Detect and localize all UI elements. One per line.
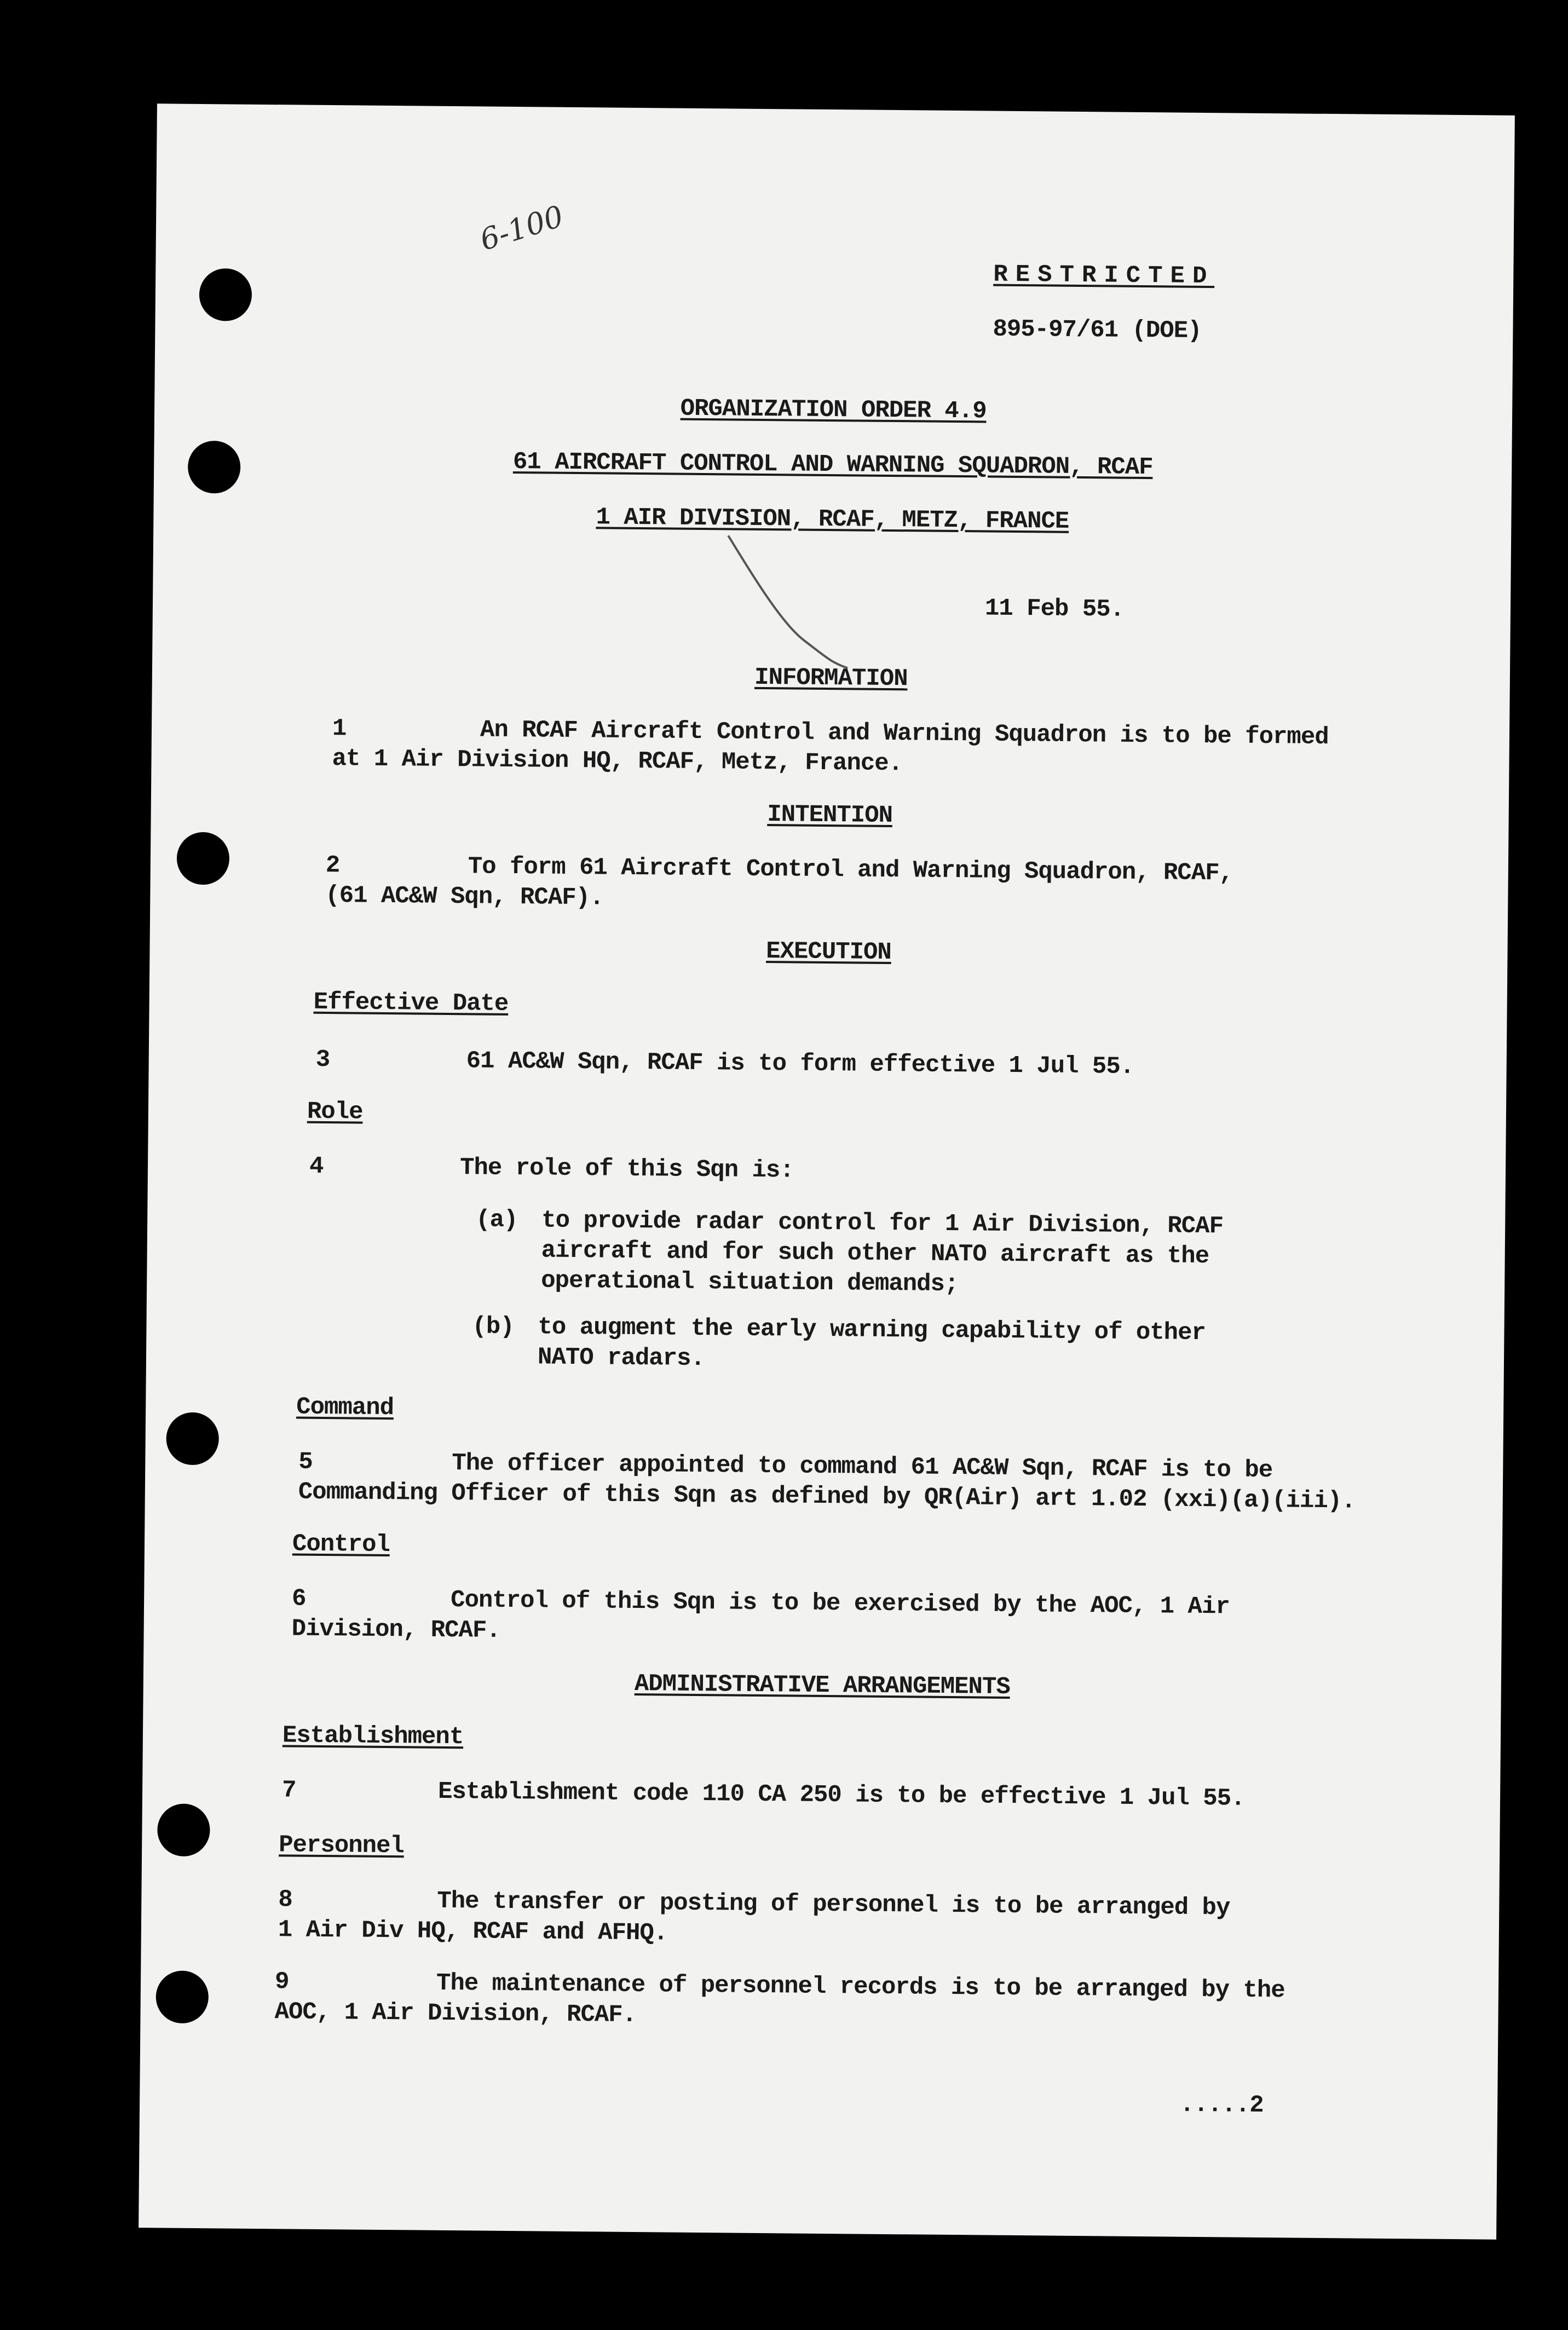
- para-number: 8: [278, 1886, 292, 1914]
- para-text: The maintenance of personnel records is to be arranged by the: [436, 1969, 1285, 2005]
- para-text: Control of this Sqn is to be exercised by the AOC, 1 Air: [450, 1587, 1230, 1621]
- document-page: [139, 103, 1515, 2239]
- continuation-marker: .....2: [1179, 2091, 1264, 2120]
- para-number: 1: [332, 715, 347, 743]
- pen-stroke: [722, 530, 854, 673]
- para-number: 9: [274, 1968, 289, 1996]
- section-heading-administrative: ADMINISTRATIVE ARRANGEMENTS: [634, 1670, 1010, 1701]
- file-reference: 895-97/61 (DOE): [993, 315, 1202, 345]
- sub-item-text: to provide radar control for 1 Air Division, RCAF: [541, 1207, 1224, 1241]
- subheading-role: Role: [307, 1098, 363, 1126]
- sub-item-label: (b): [472, 1313, 514, 1341]
- punch-hole: [166, 1412, 219, 1465]
- para-text: Division, RCAF.: [291, 1615, 500, 1645]
- subheading-command: Command: [296, 1393, 394, 1422]
- para-text: (61 AC&W Sqn, RCAF).: [325, 881, 604, 912]
- para-text: An RCAF Aircraft Control and Warning Squadron is to be formed: [480, 716, 1329, 751]
- sub-item-text: aircraft and for such other NATO aircraft as the: [541, 1237, 1209, 1271]
- punch-hole: [199, 268, 252, 321]
- section-heading-intention: INTENTION: [767, 801, 893, 830]
- para-number: 7: [281, 1777, 296, 1804]
- classification-mark: RESTRICTED: [993, 261, 1215, 291]
- para-number: 6: [291, 1585, 306, 1613]
- handwritten-note: 6-100: [476, 199, 568, 258]
- punch-hole: [157, 1803, 210, 1856]
- sub-item-text: NATO radars.: [537, 1343, 705, 1373]
- punch-hole: [177, 832, 230, 885]
- para-text: 1 Air Div HQ, RCAF and AFHQ.: [278, 1916, 668, 1947]
- location-title: 1 AIR DIVISION, RCAF, METZ, FRANCE: [596, 504, 1069, 535]
- subheading-establishment: Establishment: [282, 1722, 464, 1751]
- para-text: 61 AC&W Sqn, RCAF is to form effective 1 Jul 55.: [466, 1047, 1134, 1081]
- para-number: 5: [298, 1448, 313, 1476]
- sub-item-text: operational situation demands;: [541, 1267, 959, 1299]
- subheading-effective-date: Effective Date: [313, 988, 509, 1018]
- para-number: 2: [325, 851, 340, 880]
- subheading-personnel: Personnel: [279, 1831, 405, 1860]
- para-number: 3: [315, 1046, 330, 1074]
- para-text: The officer appointed to command 61 AC&W Sqn, RCAF is to be: [452, 1450, 1273, 1485]
- section-heading-information: INFORMATION: [754, 664, 908, 693]
- unit-title: 61 AIRCRAFT CONTROL AND WARNING SQUADRON, RCAF: [512, 448, 1153, 482]
- subheading-control: Control: [292, 1530, 390, 1559]
- para-number: 4: [309, 1152, 324, 1180]
- sub-item-text: to augment the early warning capability of other: [538, 1313, 1206, 1347]
- para-text: Commanding Officer of this Sqn as defined by QR(Air) art 1.02 (xxi)(a)(iii).: [298, 1478, 1356, 1515]
- para-text: Establishment code 110 CA 250 is to be effective 1 Jul 55.: [437, 1778, 1245, 1813]
- para-text: The role of this Sqn is:: [459, 1154, 794, 1185]
- order-title: ORGANIZATION ORDER 4.9: [680, 395, 987, 425]
- para-text: AOC, 1 Air Division, RCAF.: [274, 1998, 637, 2029]
- section-heading-execution: EXECUTION: [765, 938, 892, 967]
- para-text: To form 61 Aircraft Control and Warning Squadron, RCAF,: [468, 853, 1233, 887]
- punch-hole: [155, 1970, 209, 2023]
- sub-item-label: (a): [475, 1206, 518, 1235]
- para-text: at 1 Air Division HQ, RCAF, Metz, France.: [332, 745, 903, 778]
- order-date: 11 Feb 55.: [984, 595, 1125, 624]
- para-text: The transfer or posting of personnel is to be arranged by: [437, 1887, 1230, 1922]
